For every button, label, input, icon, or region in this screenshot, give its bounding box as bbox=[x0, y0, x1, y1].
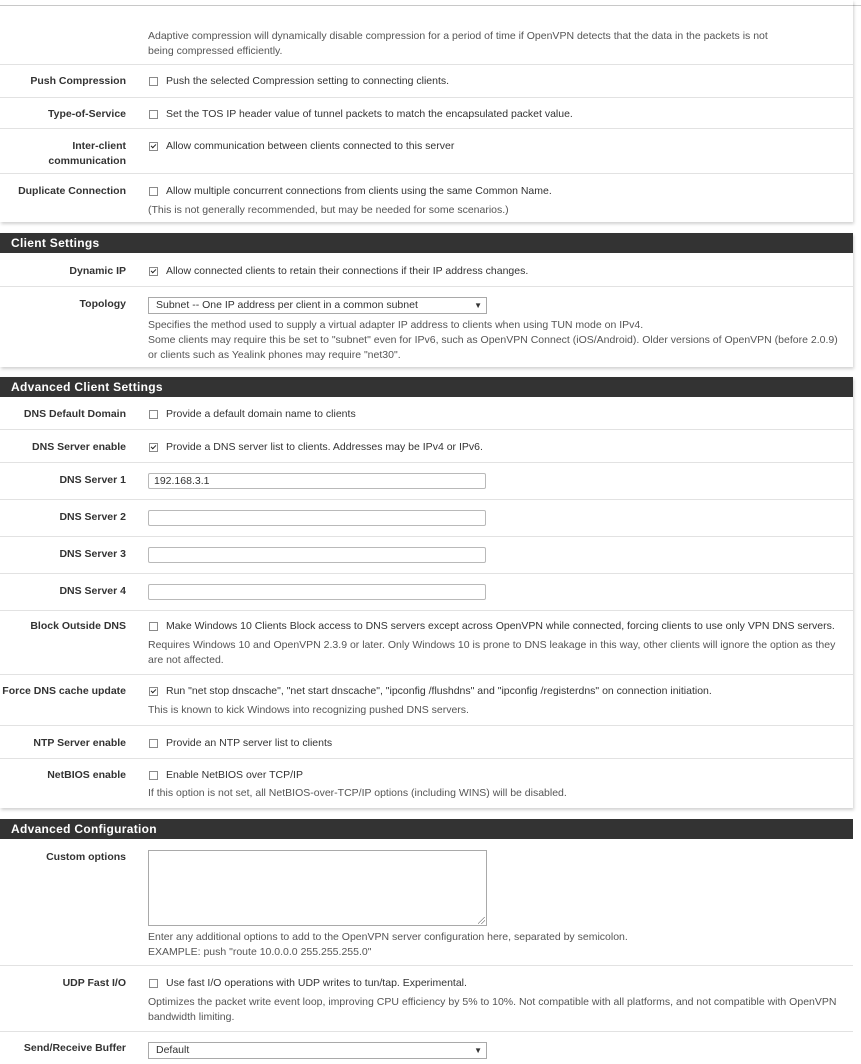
tos-text: Set the TOS IP header value of tunnel packets to match the encapsulated packet value. bbox=[166, 108, 573, 120]
advanced-client-settings-title: Advanced Client Settings bbox=[0, 377, 853, 397]
dns-server-enable-label: DNS Server enable bbox=[32, 441, 126, 453]
ntp-server-enable-checkbox[interactable] bbox=[149, 739, 158, 748]
duplicate-connection-label: Duplicate Connection bbox=[18, 185, 126, 197]
inter-client-label: Inter-client communication bbox=[48, 140, 126, 167]
duplicate-connection-help: (This is not generally recommended, but may be needed for some scenarios.) bbox=[148, 204, 509, 216]
push-compression-checkbox[interactable] bbox=[149, 77, 158, 86]
custom-options-label: Custom options bbox=[46, 851, 126, 863]
row-dns-server-enable bbox=[0, 429, 853, 462]
row-dns-server-4 bbox=[0, 573, 853, 610]
row-duplicate-connection bbox=[0, 173, 853, 222]
dns-server-4-label: DNS Server 4 bbox=[59, 585, 126, 597]
row-ntp-server-enable bbox=[0, 725, 853, 758]
force-dns-cache-update-label: Force DNS cache update bbox=[2, 685, 126, 697]
send-receive-buffer-label: Send/Receive Buffer bbox=[23, 1042, 126, 1054]
row-dns-default-domain bbox=[0, 397, 853, 429]
row-force-dns-cache-update bbox=[0, 674, 853, 725]
dynamic-ip-checkbox[interactable] bbox=[149, 267, 158, 276]
dns-server-enable-text: Provide a DNS server list to clients. Addresses may be IPv4 or IPv6. bbox=[166, 441, 483, 453]
topology-help-2: Some clients may require this be set to "subnet" even for IPv6, such as OpenVPN Connect (iOS/Android). Older versions of OpenVPN (before 2.0.9) or clients such as Yealink phones may require "net30". bbox=[148, 334, 838, 361]
dns-server-3-input[interactable] bbox=[148, 547, 486, 563]
advanced-configuration-title: Advanced Configuration bbox=[0, 819, 853, 839]
chevron-down-icon: ▼ bbox=[474, 301, 482, 310]
block-outside-dns-text: Make Windows 10 Clients Block access to DNS servers except across OpenVPN while connected, forcing clients to use only VPN DNS servers. bbox=[166, 620, 835, 632]
dynamic-ip-text: Allow connected clients to retain their connections if their IP address changes. bbox=[166, 265, 529, 277]
resize-handle-icon[interactable] bbox=[478, 917, 485, 924]
custom-options-textarea[interactable] bbox=[148, 850, 487, 926]
netbios-enable-help: If this option is not set, all NetBIOS-over-TCP/IP options (including WINS) will be disabled. bbox=[148, 787, 567, 799]
tunnel-settings-panel bbox=[0, 0, 853, 222]
send-receive-buffer-select[interactable] bbox=[148, 1042, 487, 1059]
row-block-outside-dns bbox=[0, 610, 853, 674]
topology-select-value: Subnet -- One IP address per client in a common subnet bbox=[156, 299, 418, 311]
topology-label: Topology bbox=[79, 298, 126, 310]
netbios-enable-label: NetBIOS enable bbox=[47, 769, 126, 781]
netbios-enable-checkbox[interactable] bbox=[149, 771, 158, 780]
topology-select[interactable] bbox=[148, 297, 487, 314]
send-receive-buffer-value: Default bbox=[156, 1044, 190, 1056]
block-outside-dns-label: Block Outside DNS bbox=[30, 620, 126, 632]
tos-checkbox[interactable] bbox=[149, 110, 158, 119]
row-dns-server-2 bbox=[0, 499, 853, 536]
row-inter-client bbox=[0, 128, 853, 173]
row-dynamic-ip bbox=[0, 253, 853, 286]
row-udp-fast-io bbox=[0, 965, 853, 1031]
udp-fast-io-label: UDP Fast I/O bbox=[62, 977, 126, 989]
force-dns-cache-update-checkbox[interactable] bbox=[149, 687, 158, 696]
inter-client-text: Allow communication between clients connected to this server bbox=[166, 140, 455, 152]
push-compression-label: Push Compression bbox=[30, 75, 126, 87]
row-type-of-service bbox=[0, 97, 853, 128]
push-compression-text: Push the selected Compression setting to connecting clients. bbox=[166, 75, 450, 87]
force-dns-cache-update-text: Run "net stop dnscache", "net start dnscache", "ipconfig /flushdns" and "ipconfig /registerdns" on connection initiation. bbox=[166, 685, 712, 697]
block-outside-dns-checkbox[interactable] bbox=[149, 622, 158, 631]
dns-server-3-label: DNS Server 3 bbox=[59, 548, 126, 560]
row-push-compression bbox=[0, 64, 853, 97]
row-custom-options bbox=[0, 839, 853, 982]
udp-fast-io-checkbox[interactable] bbox=[149, 979, 158, 988]
dns-server-1-input[interactable]: 192.168.3.1 bbox=[148, 473, 486, 489]
duplicate-connection-checkbox[interactable] bbox=[149, 187, 158, 196]
client-settings-panel bbox=[0, 233, 853, 367]
dns-server-4-input[interactable] bbox=[148, 584, 486, 600]
advanced-client-settings-panel bbox=[0, 377, 853, 808]
block-outside-dns-help: Requires Windows 10 and OpenVPN 2.3.9 or later. Only Windows 10 is prone to DNS leakage in this way, other clients will ignore the option as they are not affected. bbox=[148, 639, 836, 666]
dns-default-domain-checkbox[interactable] bbox=[149, 410, 158, 419]
row-send-receive-buffer bbox=[0, 1031, 853, 1064]
udp-fast-io-text: Use fast I/O operations with UDP writes to tun/tap. Experimental. bbox=[166, 977, 467, 989]
row-netbios-enable bbox=[0, 758, 853, 808]
adaptive-compression-help: Adaptive compression will dynamically disable compression for a period of time if OpenVPN detects that the data in the packets is not being compressed efficiently. bbox=[148, 30, 768, 57]
duplicate-connection-text: Allow multiple concurrent connections from clients using the same Common Name. bbox=[166, 185, 552, 197]
dns-server-enable-checkbox[interactable] bbox=[149, 443, 158, 452]
advanced-configuration-panel bbox=[0, 819, 853, 1064]
force-dns-cache-update-help: This is known to kick Windows into recognizing pushed DNS servers. bbox=[148, 704, 469, 716]
netbios-enable-text: Enable NetBIOS over TCP/IP bbox=[166, 769, 303, 781]
dns-server-1-label: DNS Server 1 bbox=[59, 474, 126, 486]
ntp-server-enable-text: Provide an NTP server list to clients bbox=[166, 737, 333, 749]
row-topology bbox=[0, 286, 853, 367]
row-dns-server-3 bbox=[0, 536, 853, 573]
client-settings-title: Client Settings bbox=[0, 233, 853, 253]
inter-client-checkbox[interactable] bbox=[149, 142, 158, 151]
dns-server-2-input[interactable] bbox=[148, 510, 486, 526]
row-dns-server-1 bbox=[0, 462, 853, 499]
dynamic-ip-label: Dynamic IP bbox=[69, 265, 126, 277]
dns-default-domain-label: DNS Default Domain bbox=[23, 408, 126, 420]
chevron-down-icon: ▼ bbox=[474, 1046, 482, 1055]
custom-options-help-2: EXAMPLE: push "route 10.0.0.0 255.255.255.0" bbox=[148, 946, 372, 958]
custom-options-help-1: Enter any additional options to add to the OpenVPN server configuration here, separated by semicolon. bbox=[148, 931, 628, 943]
tos-label: Type-of-Service bbox=[48, 108, 126, 120]
ntp-server-enable-label: NTP Server enable bbox=[33, 737, 126, 749]
dns-server-2-label: DNS Server 2 bbox=[59, 511, 126, 523]
topology-help-1: Specifies the method used to supply a virtual adapter IP address to clients when using TUN mode on IPv4. bbox=[148, 319, 644, 331]
dns-default-domain-text: Provide a default domain name to clients bbox=[166, 408, 356, 420]
udp-fast-io-help: Optimizes the packet write event loop, improving CPU efficiency by 5% to 10%. Not compatible with all platforms, and not compatible with OpenVPN bandwidth limiting. bbox=[148, 996, 837, 1023]
